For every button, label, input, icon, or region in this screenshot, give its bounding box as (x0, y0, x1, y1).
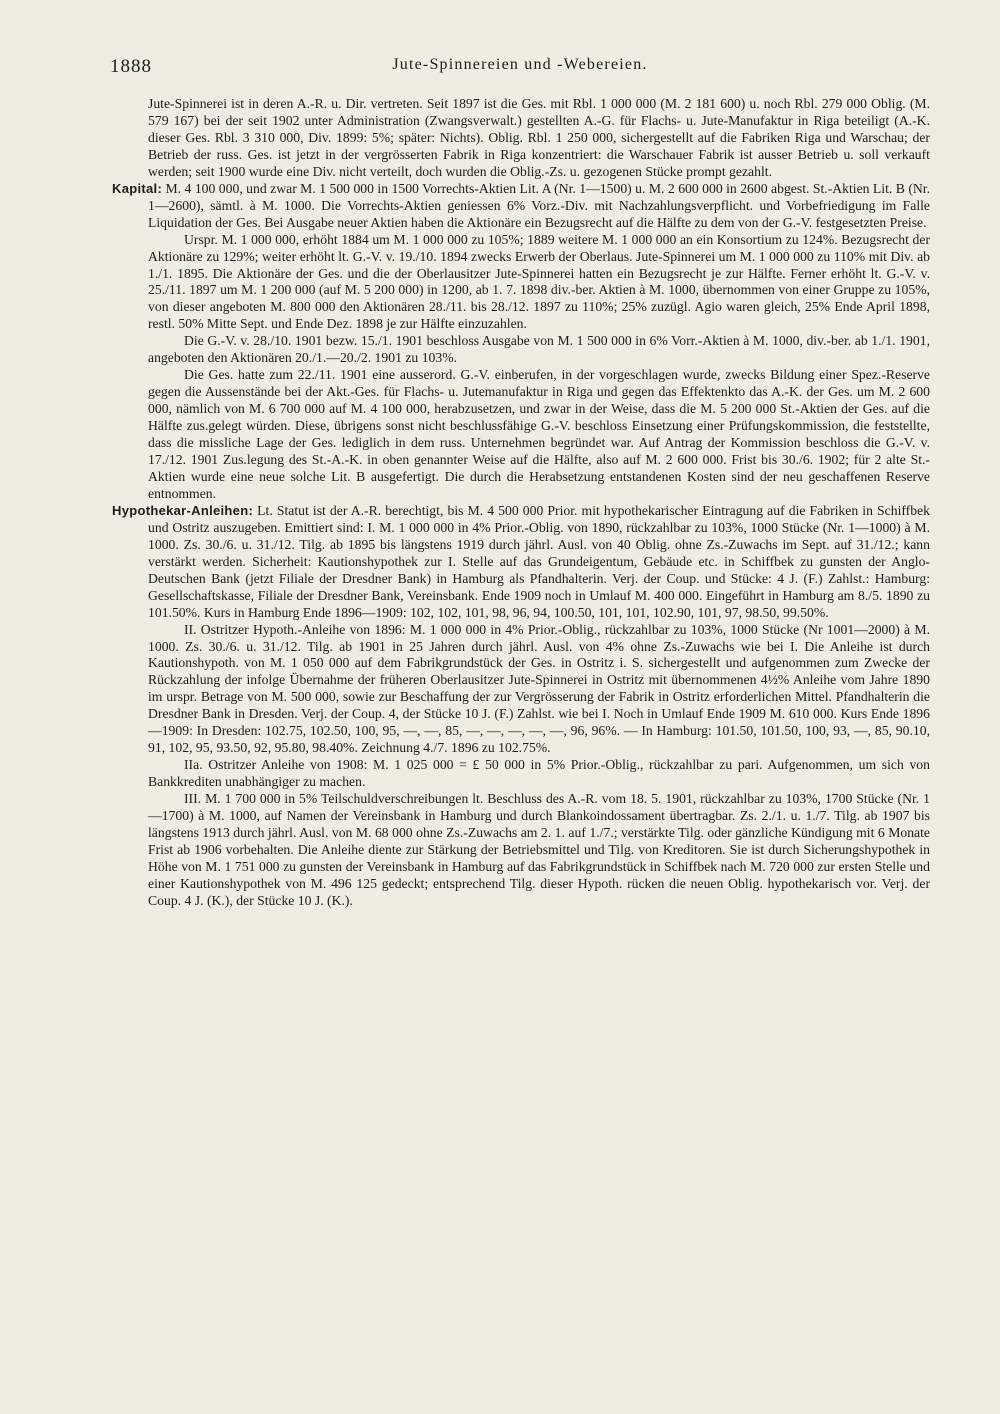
anleihen-section (112, 503, 930, 622)
body-text (112, 96, 930, 910)
anleihen-paragraph: II. Ostritzer Hypoth.-Anleihe von 1896: M. 1 000 000 in 4% Prior.-Oblig., rückzahlbar zu 103%, 1000 Stücke (Nr 1001—2000) à M. 1000. Zs. 30./6. u. 31./12. Tilg. ab 1901 in 25 Jahren durch jährl. Ausl. von 4% ohne Zs.-Zuwachs wie bei I. Die Anleihe ist durch Kautionshypoth. von M. 1 050 000 auf dem Fabrikgrundstück der Ges. in Ostritz i. S. sichergestellt und aufgenommen zum Zwecke der Rückzahlung der infolge Übernahme der früheren Oberlausitzer Jute-Spinnerei in Ostritz mit übernommenen 4½% Anleihe vom Jahre 1890 im urspr. Betrage von M. 500 000, sowie zur Beschaffung der zur Vergrösserung der Fabrik in Ostritz erforderlichen Mittel. Pfandhalterin die Dresdner Bank in Dresden. Verj. der Coup. 4, der Stücke 10 J. (F.) Zahlst. wie bei I. Noch in Umlauf Ende 1909 M. 610 000. Kurs Ende 1896—1909: In Dresden: 102.75, 102.50, 100, 95, —, —, 85, —, —, —, —, —, 96, 96%. — In Hamburg: 101.50, 101.50, 100, 93, —, 85, 90.10, 91, 102, 95, 93.50, 92, 95.80, 98.40%. Zeichnung 4./7. 1896 zu 102.75%. (148, 621, 930, 756)
kapital-text: M. 4 100 000, und zwar M. 1 500 000 in 1500 Vorrechts-Aktien Lit. A (Nr. 1—1500) u. M. 2 600 000 in 2600 abgest. St.-Aktien Lit. B (Nr. 1—2600), sämtl. à M. 1000. Die Vorrechts-Aktien geniessen 6% Vorz.-Div. mit Nachzahlungsverpflicht. und Vorbefriedigung im Falle Liquidation der Ges. Bei Ausgabe neuer Aktien haben die Aktionäre ein Bezugsrecht auf die Hälfte zu dem von der G.-V. festgesetzten Preise. (148, 180, 930, 230)
kapital-section (112, 181, 930, 232)
kapital-label: Kapital: (112, 180, 163, 196)
kapital-paragraph: Urspr. M. 1 000 000, erhöht 1884 um M. 1 000 000 zu 105%; 1889 weitere M. 1 000 000 an ein Konsortium zu 124%. Bezugsrecht der Aktionäre zu 129%; weiter erhöht lt. G.-V. v. 19./10. 1894 zwecks Erwerb der Oberlaus. Jute-Spinnerei um M. 1 000 000 zu 110% mit Div. ab 1./1. 1895. Die Aktionäre der Ges. und die der Oberlausitzer Jute-Spinnerei hatten ein Bezugsrecht je zur Hälfte. Ferner erhöht lt. G.-V. v. 25./11. 1897 um M. 1 200 000 (auf M. 5 200 000) in 1200, ab 1. 7. 1898 div.-ber. Aktien à M. 1000, übernommen von einer Gruppe zu 105%, von dieser angeboten M. 800 000 den Aktionären 28./11. bis 28./12. 1897 zu 110%; 25% zuzügl. Agio waren gleich, 25% Ende April 1898, restl. 50% Mitte Sept. und Ende Dez. 1898 je zur Hälfte einzuzahlen. (148, 231, 930, 332)
kapital-paragraph: Die Ges. hatte zum 22./11. 1901 eine ausserord. G.-V. einberufen, in der vorgeschlagen wurde, zwecks Bildung einer Spez.-Reserve gegen die Aussenstände bei der Akt.-Ges. für Flachs- u. Jutemanufaktur in Riga und gegen das Effektenkto das A.-K. der Ges. um M. 2 600 000, nämlich von M. 6 700 000 auf M. 4 100 000, herabzusetzen, und zwar in der Weise, dass die M. 5 200 000 St.-Aktien der Ges. auf die Hälfte zus.gelegt würden. Diese, übrigens sonst nicht beschlussfähige G.-V. beschloss Einsetzung einer Prüfungskommission, die feststellte, dass die missliche Lage der Ges. lediglich in dem russ. Unternehmen begründet war. Auf Antrag der Kommission beschloss die G.-V. v. 17./12. 1901 Zus.legung des St.-A.-K. in oben genannter Weise auf die Hälfte, also auf M. 2 600 000. Frist bis 30./6. 1902; für 2 alte St.-Aktien wurde eine neue solche Lit. B ausgefertigt. Die durch die Herabsetzung entstandenen Kosten sind der neu geschaffenen Reserve entnommen. (148, 367, 930, 501)
page-number: 1888 (110, 56, 152, 77)
intro-paragraph: Jute-Spinnerei ist in deren A.-R. u. Dir. vertreten. Seit 1897 ist die Ges. mit Rbl. 1 000 000 (M. 2 181 600) u. noch Rbl. 279 000 Oblig. (M. 579 167) bei der seit 1902 unter Administration (Zwangsverwalt.) gestellten A.-G. für Flachs- u. Jute-Manufaktur in Riga beteiligt (A.-K. dieser Ges. Rbl. 3 310 000, Div. 1899: 5%; später: Nichts). Oblig. Rbl. 1 250 000, sichergestellt auf die Fabriken Riga und Warschau; der Betrieb der russ. Ges. ist jetzt in der vergrösserten Fabrik in Riga konzentriert: die Warschauer Fabrik ist ausser Betrieb u. soll verkauft werden; seit 1900 wurde eine Div. nicht verteilt, doch wurden die Oblig.-Zs. u. gezogenen Stücke prompt gezahlt. (148, 96, 930, 179)
anleihen-paragraph: IIa. Ostritzer Anleihe von 1908: M. 1 025 000 = £ 50 000 in 5% Prior.-Oblig., rückzahlbar zu pari. Aufgenommen, um sich von Bankkrediten unabhängiger zu machen. (148, 757, 930, 790)
anleihen-label: Hypothekar-Anleihen: (112, 502, 254, 518)
page-header (110, 56, 930, 80)
anleihen-paragraph: III. M. 1 700 000 in 5% Teilschuldverschreibungen lt. Beschluss des A.-R. vom 18. 5. 1901, rückzahlbar zu 103%, 1700 Stücke (Nr. 1—1700) à M. 1000, auf Namen der Vereinsbank in Hamburg und durch Blankoindossament übertragbar. Zs. 2./1. u. 1./7. Tilg. ab 1907 bis längstens 1913 durch jährl. Ausl. von M. 68 000 ohne Zs.-Zuwachs am 2. 1. auf 1./7.; verstärkte Tilg. oder gänzliche Kündigung mit 6 Monate Frist ab 1906 vorbehalten. Die Anleihe diente zur Stärkung der Betriebsmittel und Tilg. von Kreditoren. Sie ist durch Sicherungshypothek in Höhe von M. 1 751 000 zu gunsten der Vereinsbank in Hamburg auf das Fabrikgrundstück in Schiffbek nach M. 720 000 zur ersten Stelle und einer Kautionshypothek von M. 496 125 gedeckt; entsprechend Tilg. dieser Hypoth. rücken die neuen Oblig. hypothekarisch vor. Verj. der Coup. 4 J. (K.), der Stücke 10 J. (K.). (148, 791, 930, 908)
kapital-paragraph: Die G.-V. v. 28./10. 1901 bezw. 15./1. 1901 beschloss Ausgabe von M. 1 500 000 in 6% Vorr.-Aktien à M. 1000, div.-ber. ab 1./1. 1901, angeboten den Aktionären 20./1.—20./2. 1901 zu 103%. (148, 333, 930, 366)
running-title: Jute-Spinnereien und -Webereien. (392, 56, 648, 73)
anleihen-text: Lt. Statut ist der A.-R. berechtigt, bis M. 4 500 000 Prior. mit hypothekarischer Eintragung auf die Fabriken in Schiffbek und Ostritz auszugeben. Emittiert sind: I. M. 1 000 000 in 4% Prior.-Oblig. von 1890, rückzahlbar zu 103%, 1000 Stücke (Nr. 1—1000) à M. 1000. Zs. 30./6. u. 31./12. Tilg. ab 1895 bis längstens 1919 durch jährl. Ausl. von 40 Oblig. ohne Zs.-Zuwachs im Sept. auf 31./12.; kann verstärkt werden. Sicherheit: Kautionshypothek zur I. Stelle auf das Grundeigentum, Gebäude etc. in Schiffbek zu gunsten der Anglo-Deutschen Bank (jetzt Filiale der Dresdner Bank) in Hamburg als Pfandhalterin. Verj. der Coup. und Stücke: 4 J. (F.) Zahlst.: Hamburg: Gesellschaftskasse, Filiale der Dresdner Bank, Vereinsbank. Ende 1909 noch in Umlauf M. 400 000. Eingeführt in Hamburg am 8./5. 1890 zu 101.50%. Kurs in Hamburg Ende 1896—1909: 102, 102, 101, 98, 96, 94, 100.50, 101, 101, 102.90, 101, 97, 98.50, 99.50%. (148, 502, 930, 620)
